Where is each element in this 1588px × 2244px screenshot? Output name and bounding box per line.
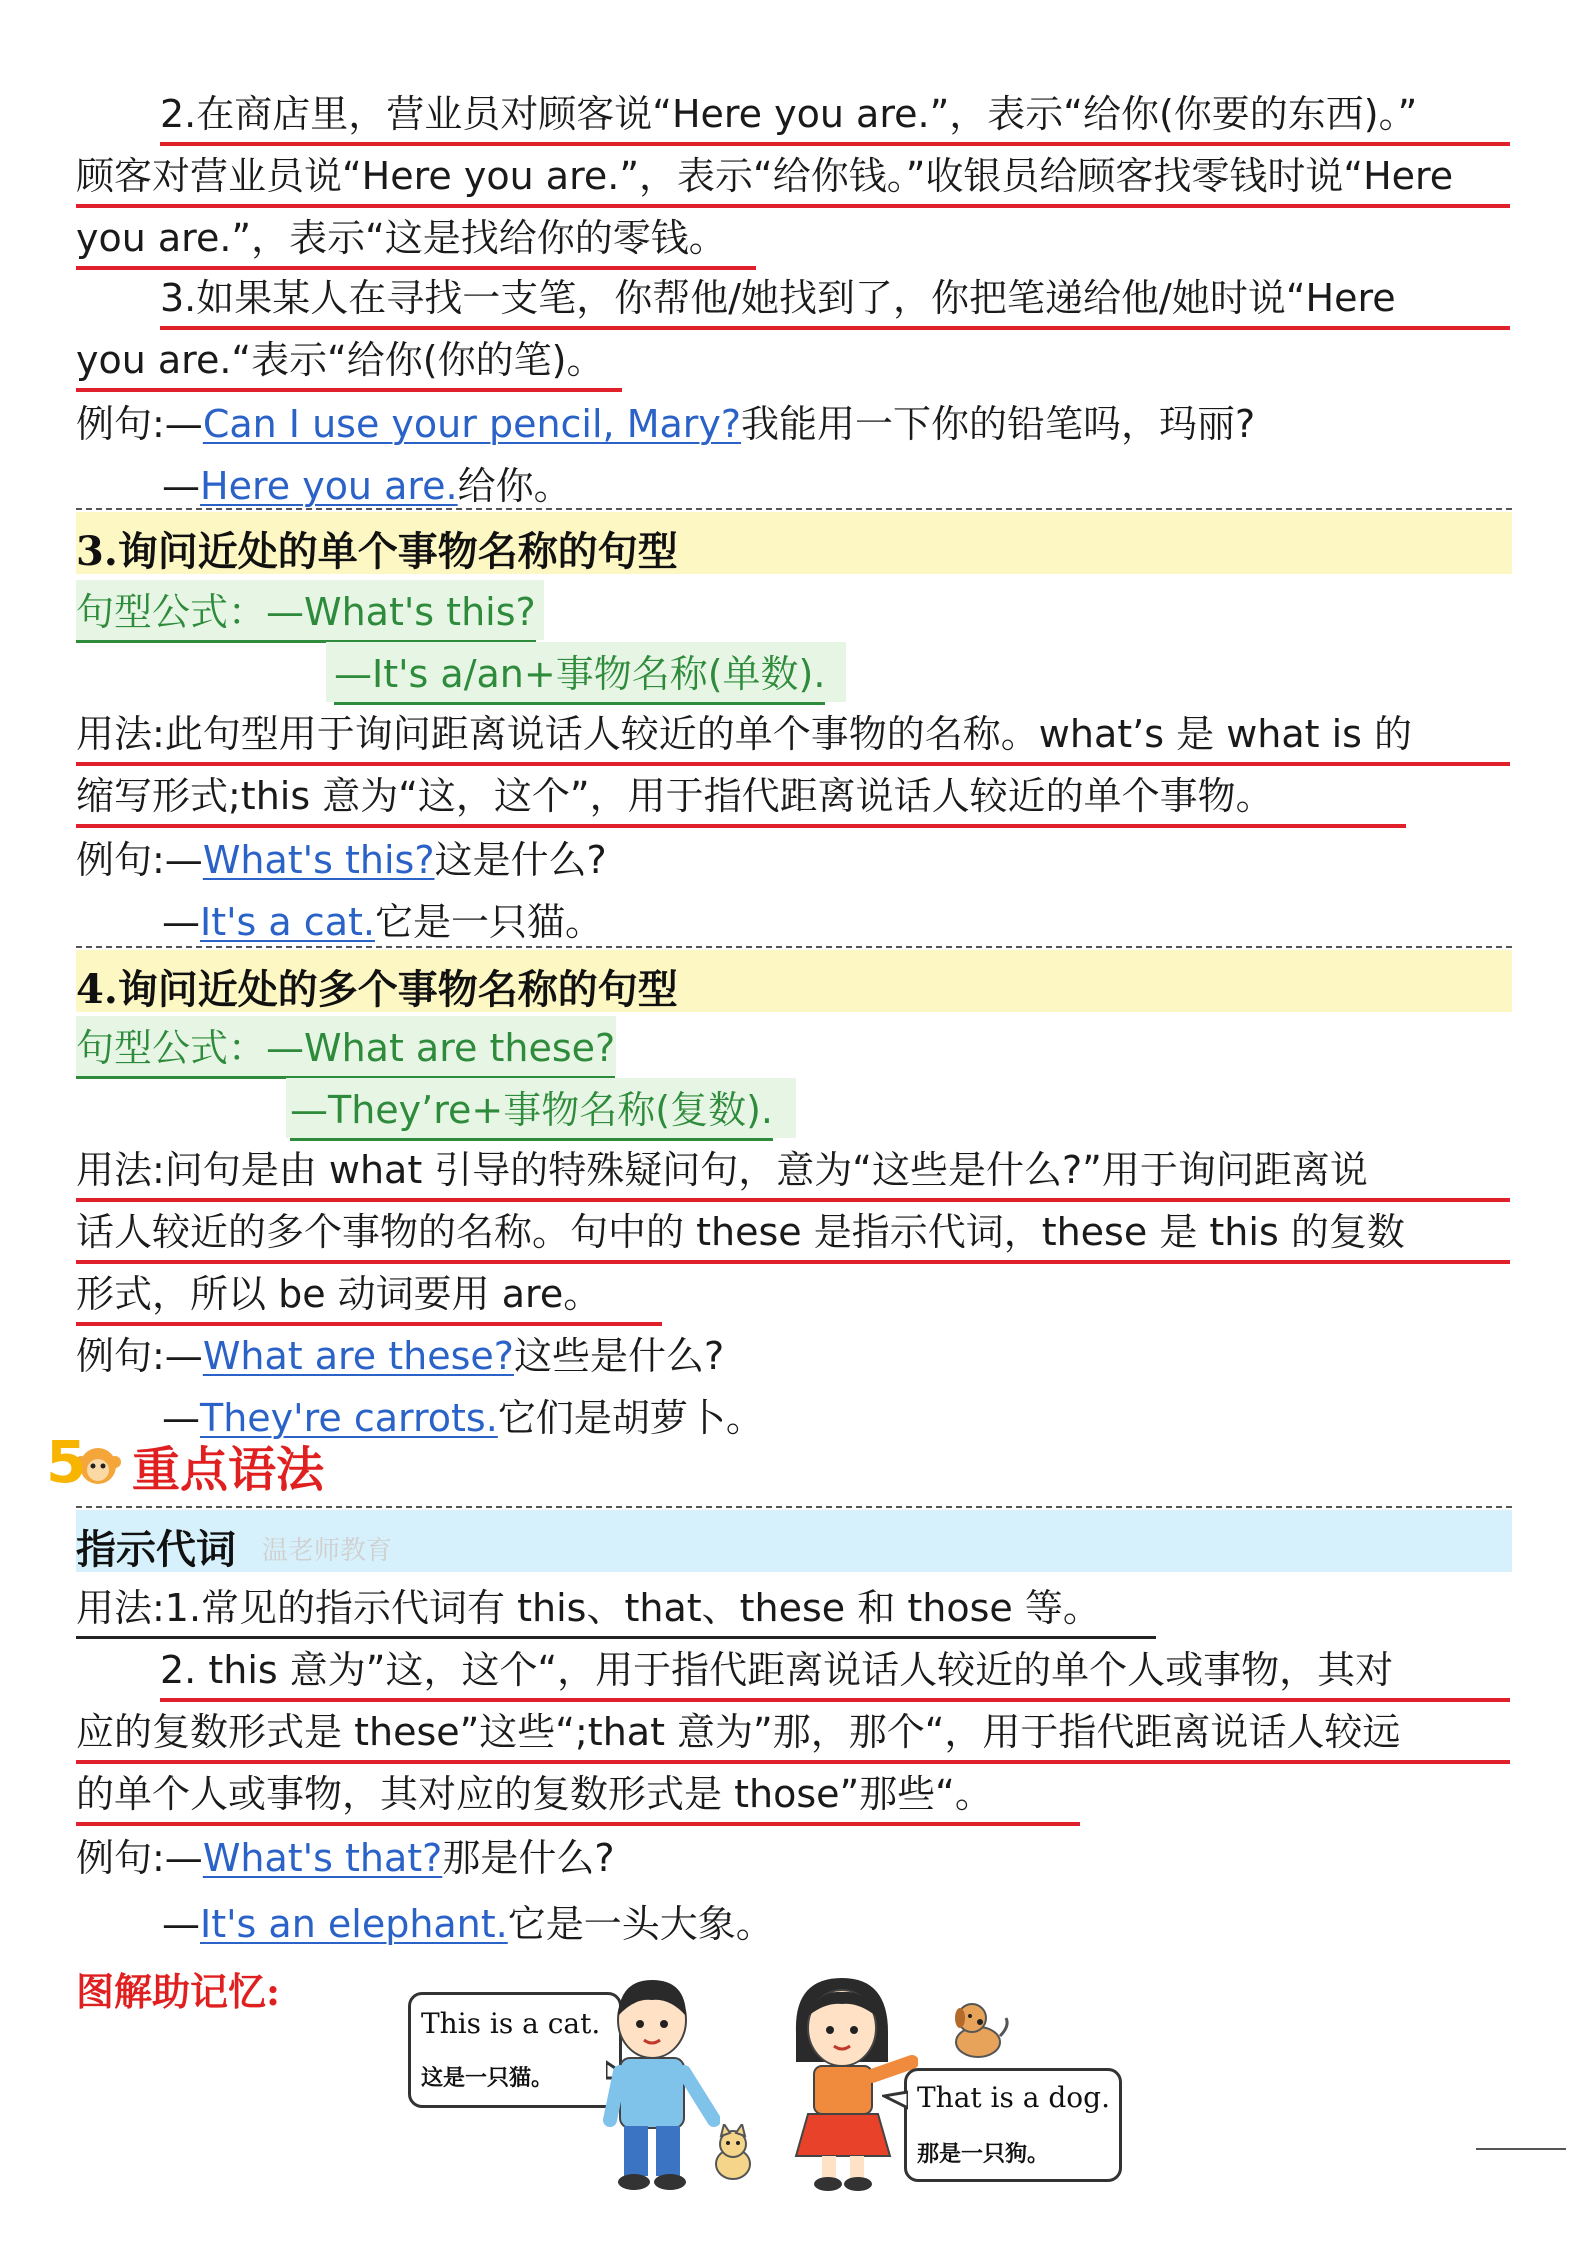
answer-dash: — xyxy=(162,1396,200,1440)
section-4-usage-line3: 形式，所以 be 动词要用 are。 xyxy=(76,1268,662,1326)
boy-figure-icon xyxy=(590,1972,720,2198)
answer-dash: — xyxy=(162,464,200,508)
s3-line1: 3.如果某人在寻找一支笔，你帮他/她找到了，你把笔递给他/她时说“Here xyxy=(160,272,1510,330)
example-english-question[interactable]: What are these? xyxy=(202,1334,514,1378)
example-english-question[interactable]: What's this? xyxy=(202,838,435,882)
example-chinese-question: 这是什么? xyxy=(434,838,607,882)
example-chinese-answer: 它们是胡萝卜。 xyxy=(497,1396,764,1440)
section-divider xyxy=(76,508,1512,510)
speech-bubble-english: This is a cat. xyxy=(421,2007,601,2040)
example-label: 例句:— xyxy=(76,402,203,446)
example-chinese-answer: 它是一头大象。 xyxy=(507,1902,774,1946)
grammar-usage-line4: 的单个人或事物，其对应的复数形式是 those”那些“。 xyxy=(76,1768,1080,1826)
grammar-badge-number: 5 xyxy=(46,1428,87,1496)
s2-line3: you are.”，表示“这是找给你的零钱。 xyxy=(76,212,756,270)
grammar-subtitle: 指示代词 xyxy=(76,1526,236,1573)
answer-dash: — xyxy=(162,1902,200,1946)
cat-icon xyxy=(708,2124,758,2186)
grammar-example-answer xyxy=(162,1898,774,1950)
example-chinese-question: 那是什么? xyxy=(442,1836,615,1880)
s3-line2: you are.“表示“给你(你的笔)。 xyxy=(76,334,622,392)
section-divider xyxy=(76,946,1512,948)
illustration-label: 图解助记忆: xyxy=(76,1969,281,2014)
section-3-usage-line1: 用法:此句型用于询问距离说话人较近的单个事物的名称。what’s 是 what is 的 xyxy=(76,708,1510,766)
example-label: 例句:— xyxy=(76,1836,203,1880)
example-chinese-answer: 它是一只猫。 xyxy=(374,900,603,944)
example-english-question[interactable]: What's that? xyxy=(202,1836,443,1880)
example-english-answer[interactable]: They're carrots. xyxy=(200,1396,498,1440)
s2-line1: 2.在商店里，营业员对顾客说“Here you are.”，表示“给你(你要的东西)。” xyxy=(160,88,1510,146)
speech-bubble-english: That is a dog. xyxy=(917,2081,1110,2114)
example-english-question[interactable]: Can I use your pencil, Mary? xyxy=(202,402,742,446)
example-label: 例句:— xyxy=(76,838,203,882)
s2-line2: 顾客对营业员说“Here you are.”，表示“给你钱。”收银员给顾客找零钱时说“Here xyxy=(76,150,1510,208)
section-divider xyxy=(76,1506,1512,1508)
grammar-usage-line1: 用法:1.常见的指示代词有 this、that、these 和 those 等。 xyxy=(76,1582,1156,1639)
section-4-formula-question: 句型公式：—What are these? xyxy=(76,1022,615,1079)
example-english-answer[interactable]: It's a cat. xyxy=(200,900,375,944)
example-chinese-question: 这些是什么? xyxy=(513,1334,725,1378)
section-3-formula-answer: —It's a/an+事物名称(单数). xyxy=(334,648,825,705)
section-3-usage-line2: 缩写形式;this 意为“这，这个”，用于指代距离说话人较近的单个事物。 xyxy=(76,770,1406,828)
grammar-usage-line3: 应的复数形式是 these”这些“;that 意为”那，那个“，用于指代距离说话人较远 xyxy=(76,1706,1510,1764)
section-4-title: 4.询问近处的多个事物名称的句型 xyxy=(76,966,678,1013)
grammar-example-question xyxy=(76,1832,615,1884)
example-english-answer[interactable]: It's an elephant. xyxy=(200,1902,508,1946)
watermark: 温老师教育 xyxy=(262,1536,393,1566)
section-4-usage-line1: 用法:问句是由 what 引导的特殊疑问句，意为“这些是什么?”用于询问距离说 xyxy=(76,1144,1510,1202)
example-chinese-question: 我能用一下你的铅笔吗，玛丽? xyxy=(741,402,1256,446)
section-4-example-answer xyxy=(162,1392,764,1444)
example-1-question xyxy=(76,398,1255,450)
girl-figure-icon xyxy=(778,1972,918,2198)
section-4-usage-line2: 话人较近的多个事物的名称。句中的 these 是指示代词，these 是 this 的复数 xyxy=(76,1206,1510,1264)
answer-dash: — xyxy=(162,900,200,944)
section-3-formula-question: 句型公式：—What's this? xyxy=(76,586,536,643)
section-4-example-question xyxy=(76,1330,724,1382)
example-chinese-answer: 给你。 xyxy=(457,464,572,508)
speech-bubble-chinese: 那是一只狗。 xyxy=(917,2142,1050,2167)
section-4-formula-answer: —They’re+事物名称(复数). xyxy=(290,1084,773,1141)
page-end-rule xyxy=(1476,2148,1566,2150)
example-1-answer xyxy=(162,460,572,512)
speech-bubble-chinese: 这是一只猫。 xyxy=(421,2066,554,2091)
section-3-title: 3.询问近处的单个事物名称的句型 xyxy=(76,528,678,575)
example-label: 例句:— xyxy=(76,1334,203,1378)
example-english-answer[interactable]: Here you are. xyxy=(200,464,458,508)
grammar-title: 重点语法 xyxy=(132,1442,325,1498)
speech-bubble-that xyxy=(904,2068,1122,2182)
speech-bubble-tail xyxy=(882,2090,908,2118)
section-3-example-answer xyxy=(162,896,603,948)
dog-icon xyxy=(948,1996,1012,2066)
grammar-usage-line2: 2. this 意为”这，这个“，用于指代距离说话人较近的单个人或事物，其对 xyxy=(160,1644,1510,1702)
section-3-example-question xyxy=(76,834,607,886)
